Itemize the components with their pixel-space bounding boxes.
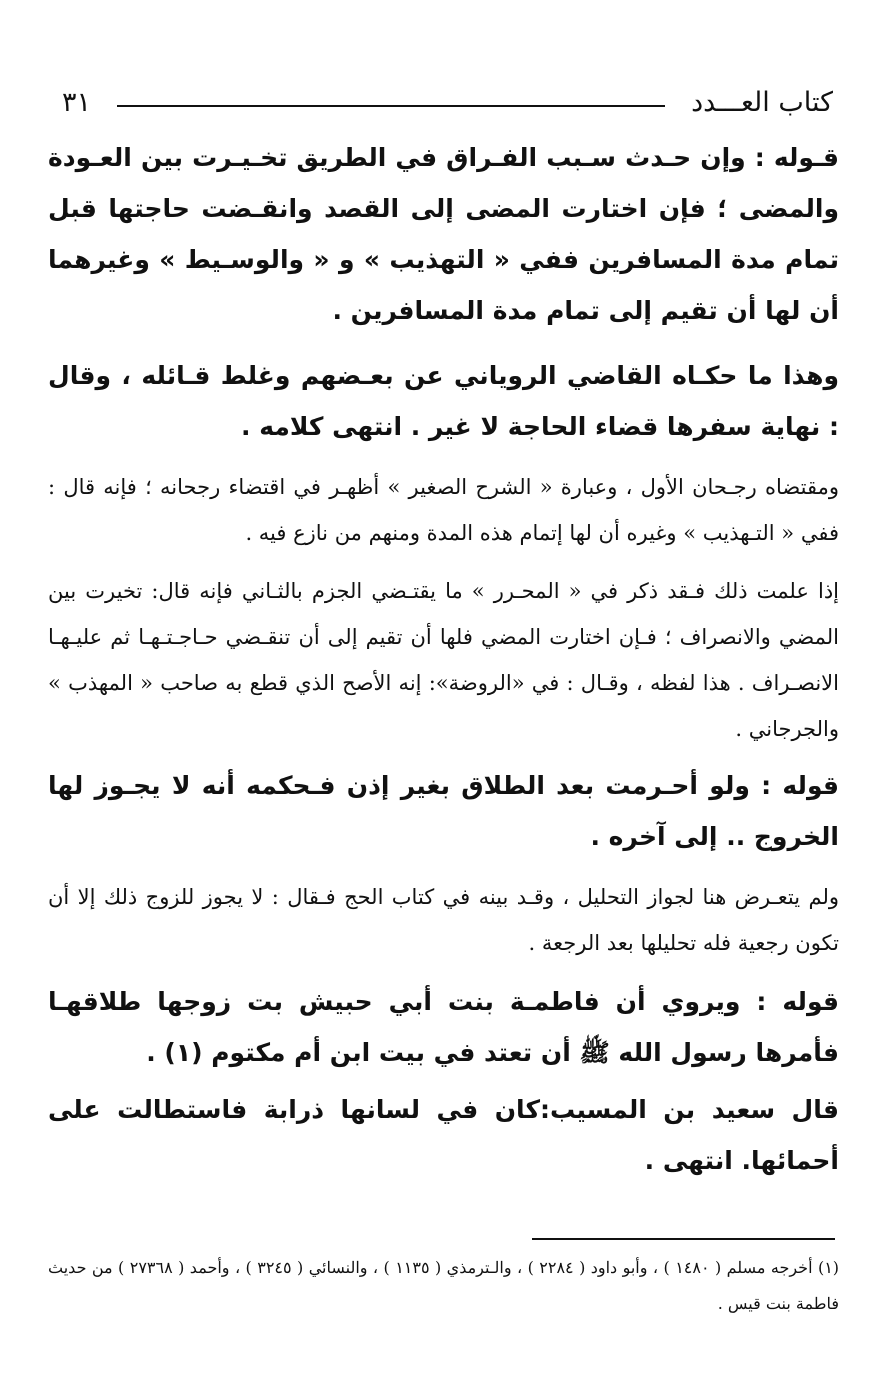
paragraph-3: ومقتضاه رجـحان الأول ، وعبارة « الشرح الصغير » أظهـر في اقتضاء رجحانه ؛ فإنه قال : ففي « التـهذيب » وغيره أن لها إتمام هذه المدة ومنهم من نازع فيه . [48, 475, 839, 545]
paragraph-4: إذا علمت ذلك فـقد ذكر في « المحـرر » ما يقتـضي الجزم بالثـاني فإنه قال: تخيرت بين المضي والانصراف ؛ فـإن اختارت المضي فلها أن تقيم إلى أن تنقـضي حـاجـتـهـا ثم عليـهـا الانصـراف . هذا لفظه ، وقـال : في «الروضة»: إنه الأصح الذي قطع به صاحب « المهذب » والجرجاني . [48, 579, 839, 741]
footnote: (١) أخرجه مسلم ( ١٤٨٠ ) ، وأبو داود ( ٢٢٨٤ ) ، والـترمذي ( ١١٣٥ ) ، والنسائي ( ٣٢٤٥ ) ، وأحمد ( ٢٧٣٦٨ ) من حديث فاطمة بنت قيس . [48, 1258, 840, 1313]
header-rule [117, 105, 665, 107]
footnote-rule [532, 1238, 835, 1240]
page-body [48, 132, 839, 1186]
paragraph-1: قـوله : وإن حـدث سـبب الفـراق في الطريق تخـيـرت بين العـودة والمضى ؛ فإن اختارت المضى إلى القصد وانقـضت حاجتها قبل تمام مدة المسافرين ففي « التهذيب » و « والوسـيط » وغيرهما أن لها أن تقيم إلى تمام مدة المسافرين . [48, 143, 839, 325]
paragraph-5: قوله : ولو أحـرمت بعد الطلاق بغير إذن فـحكمه أنه لا يجـوز لها الخروج .. إلى آخره . [48, 771, 839, 851]
page-number: ٣١ [62, 86, 92, 118]
running-header [62, 78, 833, 126]
paragraph-7: قوله : ويروي أن فاطمـة بنت أبي حبيش بت زوجها طلاقهـا فأمرها رسول الله ﷺ أن تعتد في بيت ابن أم مكتوم (١) . [48, 987, 839, 1067]
chapter-title: كتاب العـــدد [691, 86, 833, 118]
paragraph-2: وهذا ما حكـاه القاضي الروياني عن بعـضهم وغلط قـائله ، وقال : نهاية سفرها قضاء الحاجة لا غير . انتهى كلامه . [48, 361, 839, 441]
paragraph-6: ولم يتعـرض هنا لجواز التحليل ، وقـد بينه في كتاب الحج فـقال : لا يجوز للزوج ذلك إلا أن تكون رجعية فله تحليلها بعد الرجعة . [48, 885, 839, 955]
paragraph-8: قال سعيد بن المسيب:كان في لسانها ذرابة فاستطالت على أحمائها. انتهى . [48, 1095, 839, 1175]
